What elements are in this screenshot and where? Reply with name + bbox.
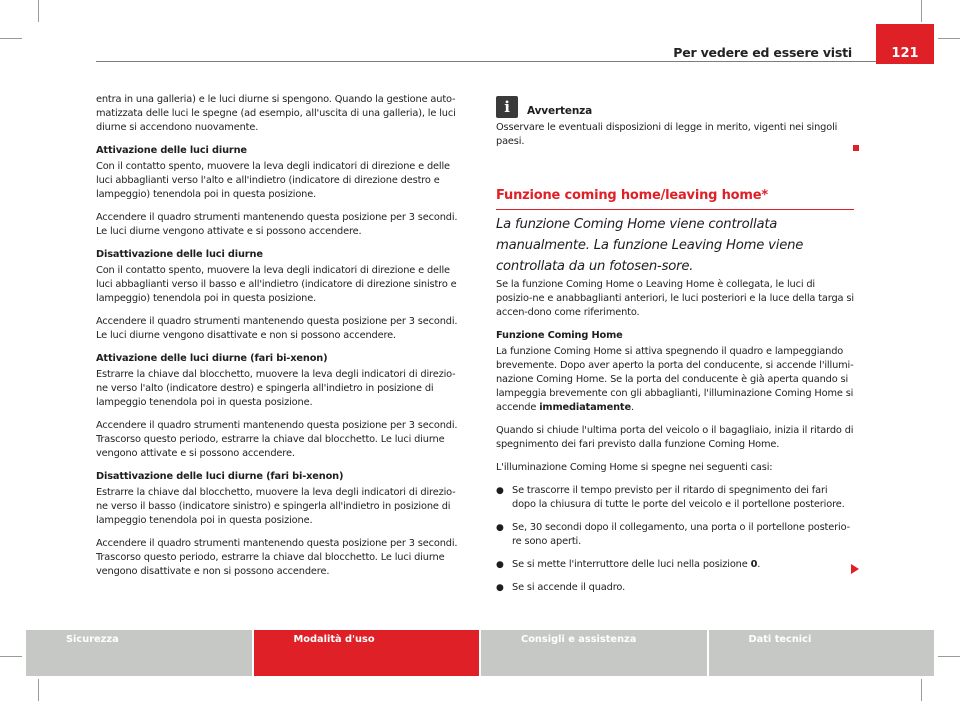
- header-rule: [96, 61, 876, 62]
- list-item-text-part: Se si mette l'interruttore delle luci nella posizione: [512, 559, 748, 570]
- paragraph: L'illuminazione Coming Home si spegne nei seguenti casi:: [496, 462, 773, 473]
- tab-dati-tecnici[interactable]: Dati tecnici: [709, 630, 935, 676]
- subheading: Funzione Coming Home: [496, 330, 623, 341]
- paragraph: Quando si chiude l'ultima porta del veicolo o il bagagliaio, inizia il ritardo di spegnimento dei fari previsto dalla funzione Coming Home.: [496, 425, 854, 450]
- paragraph: Accendere il quadro strumenti mantenendo questa posizione per 3 secondi. Le luci diurne vengono attivate e si possono accendere.: [96, 212, 458, 237]
- list-item: [496, 581, 854, 595]
- paragraph: Accendere il quadro strumenti mantenendo questa posizione per 3 secondi. Le luci diurne vengono disattivate e non si possono accendere.: [96, 316, 458, 341]
- paragraph: Accendere il quadro strumenti mantenendo questa posizione per 3 secondi. Trascorso questo periodo, estrarre la chiave dal blocchetto. Le luci diurne vengono attivate e si possono accendere.: [96, 420, 458, 459]
- lead-text: La funzione Coming Home viene controllata manualmente. La funzione Leaving Home viene controllata da un fotosen-sore.: [496, 217, 804, 274]
- crop-mark: [0, 38, 22, 39]
- subheading: Disattivazione delle luci diurne: [96, 249, 263, 260]
- continue-arrow-icon: [851, 564, 859, 574]
- list-item-text: Se, 30 secondi dopo il collegamento, una porta o il portellone posterio-re sono aperti.: [512, 522, 850, 547]
- subheading: Attivazione delle luci diurne (fari bi-xenon): [96, 353, 328, 364]
- left-column: [96, 93, 464, 588]
- bullet-icon: ●: [496, 523, 504, 533]
- switch-position: 0: [750, 559, 758, 570]
- emphasis-text: immediatamente: [539, 402, 631, 413]
- warning-text: Osservare le eventuali disposizioni di legge in merito, vigenti nei singoli paesi.: [496, 122, 838, 147]
- list-item: [496, 521, 854, 549]
- subheading: Attivazione delle luci diurne: [96, 145, 247, 156]
- crop-mark: [0, 656, 22, 657]
- page-number-text: 121: [891, 46, 919, 61]
- warning-box: [496, 96, 854, 158]
- punctuation: .: [630, 402, 634, 413]
- crop-mark: [921, 0, 922, 22]
- page-number: [876, 24, 934, 64]
- list-item-text: Se trascorre il tempo previsto per il ritardo di spegnimento dei fari dopo la chiusura di tutte le porte del veicolo e il portellone posteriore.: [512, 485, 845, 510]
- punctuation: .: [757, 559, 761, 570]
- bullet-icon: ●: [496, 583, 504, 593]
- paragraph-text: La funzione Coming Home si attiva spegnendo il quadro e lampeggiando brevemente. Dopo aver aperto la porta del conducente, si accende l'illumi-nazione Coming Home. Se la porta del conducente è già aperta quando si lampeggia brevemente con gli abbaglianti, l'illuminazione Coming Home si accende: [496, 346, 854, 413]
- tab-consigli-e-assistenza[interactable]: Consigli e assistenza: [481, 630, 707, 676]
- crop-mark: [938, 38, 960, 39]
- list-item-text: [512, 558, 760, 572]
- bullet-icon: ●: [496, 486, 504, 496]
- paragraph: Con il contatto spento, muovere la leva degli indicatori di direzione e delle luci abbaglianti verso l'alto e all'indietro (indicatore di direzione destro e lampeggio) tenendola poi in questa posizione.: [96, 161, 450, 200]
- paragraph: entra in una galleria) e le luci diurne si spengono. Quando la gestione auto-matizzata delle luci le spegne (ad esempio, all'uscita di una galleria), le luci diurne si accendono nuovamente.: [96, 94, 456, 133]
- crop-mark: [38, 0, 39, 22]
- paragraph: Con il contatto spento, muovere la leva degli indicatori di direzione e delle luci abbaglianti verso il basso e all'indietro (indicatore di direzione sinistro e lampeggio) tenendola poi in questa posizione.: [96, 265, 457, 304]
- crop-mark: [938, 656, 960, 657]
- chapter-tabs: [26, 630, 934, 676]
- paragraph: [496, 345, 854, 415]
- tab-sicurezza[interactable]: Sicurezza: [26, 630, 252, 676]
- info-icon: i: [496, 96, 518, 118]
- paragraph: Se la funzione Coming Home o Leaving Home è collegata, le luci di posizio-ne e anabbaglianti anteriori, le luci posteriori e la luce della targa si accen-dono come riferimento.: [496, 279, 854, 318]
- subheading: Disattivazione delle luci diurne (fari bi-xenon): [96, 471, 344, 482]
- crop-mark: [921, 679, 922, 701]
- paragraph: Estrarre la chiave dal blocchetto, muovere la leva degli indicatori di direzio-ne verso l'alto (indicatore destro) e spingerla all'indietro in posizione di lampeggio tenendola poi in questa posizione.: [96, 369, 456, 408]
- list-item-text: Se si accende il quadro.: [512, 582, 626, 593]
- right-column: [496, 278, 854, 604]
- list-item: [496, 558, 854, 572]
- paragraph: Estrarre la chiave dal blocchetto, muovere la leva degli indicatori di direzio-ne verso il basso (indicatore sinistro) e spingerla all'indietro in posizione di lampeggio tenendola poi in questa posizione.: [96, 487, 456, 526]
- warning-header: [496, 96, 854, 118]
- section-end-square-icon: [853, 145, 859, 151]
- warning-title: Avvertenza: [527, 105, 593, 117]
- tab-modalita-duso[interactable]: Modalità d'uso: [254, 630, 480, 676]
- bullet-icon: ●: [496, 560, 504, 570]
- crop-mark: [38, 679, 39, 701]
- section-title: Funzione coming home/leaving home*: [496, 188, 854, 210]
- list-item: [496, 484, 854, 512]
- running-title: Per vedere ed essere visti: [673, 45, 852, 60]
- paragraph: Accendere il quadro strumenti mantenendo questa posizione per 3 secondi. Trascorso questo periodo, estrarre la chiave dal blocchetto. Le luci diurne vengono disattivate e non si possono accendere.: [96, 538, 458, 577]
